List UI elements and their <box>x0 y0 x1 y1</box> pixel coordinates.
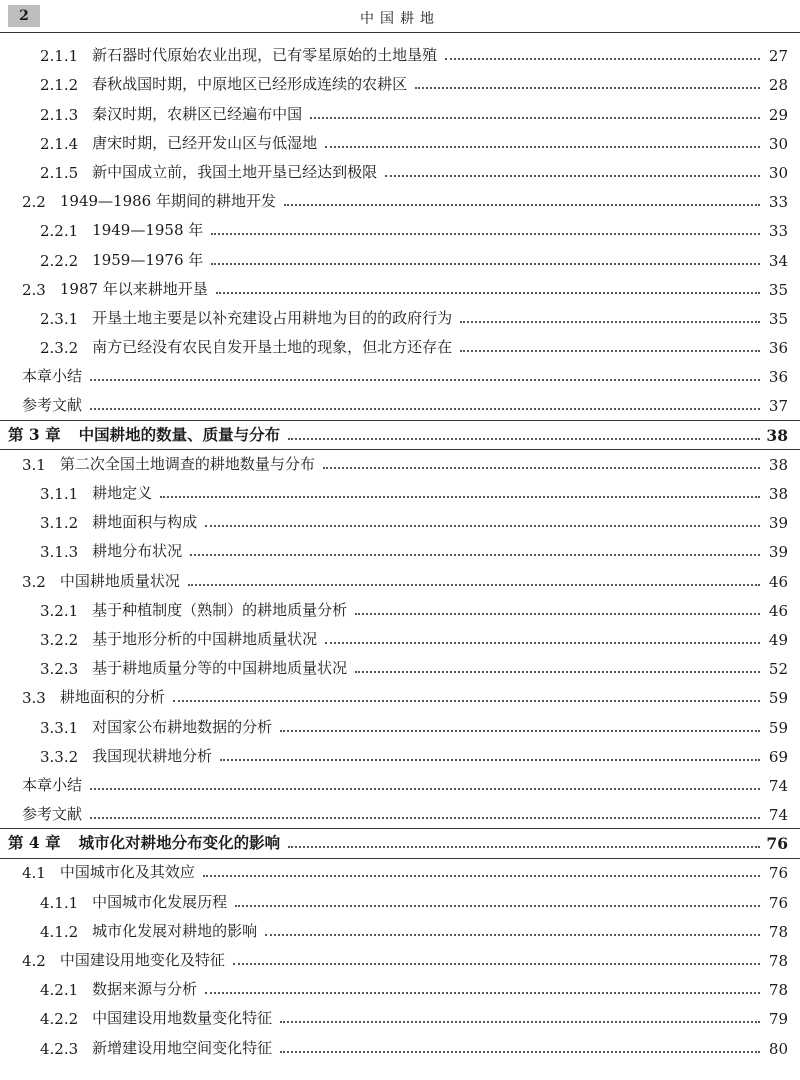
toc-entry-page: 80 <box>768 1039 788 1058</box>
toc-entry-title: 耕地面积与构成 <box>92 513 198 532</box>
dot-leader <box>460 350 760 352</box>
toc-entry-page: 39 <box>768 543 788 562</box>
toc-entry-number: 2.1.4 <box>40 134 79 153</box>
toc-entry-page: 78 <box>768 981 788 1000</box>
toc-entry-number: 2.3.2 <box>40 339 79 358</box>
toc-entry-number: 4.1 <box>22 864 46 883</box>
toc-entry-page: 52 <box>768 660 788 679</box>
dot-leader <box>460 321 760 323</box>
toc-entry-number: 3.2.1 <box>40 601 79 620</box>
dot-leader <box>280 1021 760 1023</box>
dot-leader <box>203 875 760 877</box>
toc-entry-number: 3.2.2 <box>40 630 79 649</box>
toc-entry-number: 4.2.1 <box>40 981 79 1000</box>
toc-entry-page: 38 <box>768 455 788 474</box>
toc-entry[interactable] <box>0 69 800 98</box>
toc-entry-number: 4.1.2 <box>40 922 79 941</box>
toc-entry-page: 59 <box>768 718 788 737</box>
toc-entry[interactable] <box>0 886 800 915</box>
toc-entry-title: 中国耕地质量状况 <box>59 571 180 590</box>
toc-entry-page: 38 <box>766 425 788 445</box>
toc-entry-page: 28 <box>768 76 788 95</box>
toc-entry-number: 3.3.2 <box>40 747 79 766</box>
dot-leader <box>211 263 760 265</box>
dot-leader <box>173 700 760 702</box>
dot-leader <box>188 584 760 586</box>
dot-leader <box>288 438 760 440</box>
dot-leader <box>288 846 760 848</box>
toc-chapter-entry[interactable] <box>0 419 800 448</box>
page-header <box>0 0 800 32</box>
dot-leader <box>355 613 760 615</box>
dot-leader <box>233 963 760 965</box>
toc-entry-title: 城市化对耕地分布变化的影响 <box>78 833 281 853</box>
toc-entry-number: 4.2.2 <box>40 1010 79 1029</box>
toc-entry-number: 2.2.2 <box>40 251 79 270</box>
toc-entry-title: 中国城市化及其效应 <box>59 863 195 882</box>
page-number: 2 <box>8 5 40 27</box>
toc-entry-number: 2.1.1 <box>40 47 79 66</box>
toc-entry-page: 76 <box>768 864 788 883</box>
toc-entry-page: 78 <box>768 952 788 970</box>
toc-entry[interactable] <box>0 1032 800 1061</box>
toc-entry-number: 3.1.1 <box>40 485 79 503</box>
toc-entry-page: 78 <box>768 922 788 941</box>
dot-leader <box>235 905 760 907</box>
toc-entry-title: 新增建设用地空间变化特征 <box>92 1038 273 1057</box>
toc-entry[interactable] <box>0 945 800 974</box>
toc-entry-title: 本章小结 <box>22 367 83 386</box>
dot-leader <box>280 730 760 732</box>
chapter-rule-top <box>0 420 800 421</box>
toc-entry-page: 79 <box>768 1010 788 1029</box>
toc-entry-page: 34 <box>768 251 788 270</box>
dot-leader <box>211 233 760 235</box>
dot-leader <box>205 992 760 994</box>
toc-entry-title: 我国现状耕地分析 <box>92 746 213 765</box>
toc-entry-page: 33 <box>768 222 788 241</box>
toc-entry[interactable] <box>0 974 800 1003</box>
toc-entry[interactable] <box>0 857 800 886</box>
dot-leader <box>205 525 760 527</box>
dot-leader <box>325 642 760 644</box>
toc-entry[interactable] <box>0 653 800 682</box>
toc-entry-number: 2.3 <box>22 280 46 299</box>
toc-entry[interactable] <box>0 595 800 624</box>
toc-entry-number: 2.3.1 <box>40 309 79 328</box>
toc-entry-page: 29 <box>768 105 788 124</box>
toc-entry-page: 35 <box>768 309 788 328</box>
toc-entry-number: 4.1.1 <box>40 893 79 912</box>
toc-chapter-entry[interactable] <box>0 828 800 857</box>
dot-leader <box>265 934 760 936</box>
toc-entry-title: 1987 年以来耕地开垦 <box>59 279 208 298</box>
toc-entry-number: 3.2 <box>22 572 46 591</box>
toc-entry-number: 第 4 章 <box>8 833 61 853</box>
toc-entry-title: 中国城市化发展历程 <box>92 892 228 911</box>
toc-entry-title: 耕地定义 <box>92 484 153 502</box>
toc-entry[interactable] <box>0 244 800 273</box>
toc-entry-page: 59 <box>768 689 788 708</box>
toc-entry-title: 1949—1958 年 <box>92 221 204 240</box>
toc-entry-title: 1959—1976 年 <box>92 250 204 269</box>
toc-entry-title: 新石器时代原始农业出现，已有零星原始的土地垦殖 <box>92 46 438 65</box>
toc-entry[interactable] <box>0 157 800 186</box>
dot-leader <box>385 175 760 177</box>
chapter-rule-top <box>0 828 800 829</box>
toc-entry-title: 新中国成立前，我国土地开垦已经达到极限 <box>92 162 378 181</box>
toc-entry-page: 69 <box>768 747 788 766</box>
dot-leader <box>190 554 760 556</box>
toc-entry-page: 39 <box>768 514 788 533</box>
toc-entry[interactable] <box>0 565 800 594</box>
toc-entry[interactable] <box>0 303 800 332</box>
dot-leader <box>90 408 760 410</box>
toc-entry-page: 30 <box>768 163 788 182</box>
toc-entry-title: 1949—1986 年期间的耕地开发 <box>59 192 276 211</box>
toc-entry-title: 对国家公布耕地数据的分析 <box>92 717 273 736</box>
dot-leader <box>90 379 760 381</box>
dot-leader <box>445 58 760 60</box>
toc-entry-page: 74 <box>768 806 788 825</box>
dot-leader <box>323 467 760 469</box>
toc-entry-number: 3.3.1 <box>40 718 79 737</box>
toc-entry[interactable] <box>0 770 800 799</box>
toc-entry-number: 3.1.2 <box>40 514 79 533</box>
toc-entry[interactable] <box>0 274 800 303</box>
toc-entry-title: 基于种植制度（熟制）的耕地质量分析 <box>92 600 348 619</box>
toc-entry[interactable] <box>0 390 800 419</box>
toc-entry[interactable] <box>0 536 800 565</box>
toc-entry[interactable] <box>0 332 800 361</box>
toc-entry-number: 2.2 <box>22 193 46 212</box>
toc-entry-title: 基于耕地质量分等的中国耕地质量状况 <box>92 659 348 678</box>
toc-entry-page: 36 <box>768 368 788 387</box>
toc-entry-number: 3.2.3 <box>40 660 79 679</box>
toc-entry-title: 耕地分布状况 <box>92 542 183 561</box>
dot-leader <box>90 817 760 819</box>
toc-entry-page: 74 <box>768 776 788 795</box>
toc-entry-title: 参考文献 <box>22 805 83 824</box>
toc-entry[interactable] <box>0 682 800 711</box>
dot-leader <box>284 204 760 206</box>
toc-entry-title: 参考文献 <box>22 396 83 415</box>
toc-entry[interactable] <box>0 624 800 653</box>
toc-entry-title: 第二次全国土地调查的耕地数量与分布 <box>59 454 315 473</box>
toc-entry[interactable] <box>0 741 800 770</box>
header-rule <box>0 32 800 33</box>
toc-entry[interactable] <box>0 186 800 215</box>
toc-entry[interactable] <box>0 507 800 536</box>
toc-entry[interactable] <box>0 711 800 740</box>
toc-entry-title: 中国建设用地数量变化特征 <box>92 1009 273 1028</box>
toc-entry-page: 37 <box>768 397 788 416</box>
toc-entry-page: 33 <box>768 193 788 212</box>
toc-entry-title: 城市化发展对耕地的影响 <box>92 921 258 940</box>
toc-entry[interactable] <box>0 1003 800 1032</box>
toc-entry-number: 2.2.1 <box>40 222 79 241</box>
toc-entry-title: 中国建设用地变化及特征 <box>59 951 225 969</box>
dot-leader <box>310 117 760 119</box>
toc-entry[interactable] <box>0 128 800 157</box>
toc-entry-title: 数据来源与分析 <box>92 980 198 999</box>
toc-entry[interactable] <box>0 98 800 127</box>
toc-entry[interactable] <box>0 40 800 69</box>
toc-entry-title: 南方已经没有农民自发开垦土地的现象，但北方还存在 <box>92 338 453 357</box>
toc-entry[interactable] <box>0 215 800 244</box>
toc-entry[interactable] <box>0 449 800 478</box>
toc-entry-title: 唐宋时期，已经开发山区与低湿地 <box>92 133 318 152</box>
toc-entry-page: 46 <box>768 572 788 591</box>
toc-entry[interactable] <box>0 361 800 390</box>
dot-leader <box>280 1051 760 1053</box>
toc-entry-title: 春秋战国时期，中原地区已经形成连续的农耕区 <box>92 75 408 94</box>
toc-entry-page: 30 <box>768 134 788 153</box>
toc-entry-number: 4.2.3 <box>40 1039 79 1058</box>
toc-entry-number: 3.3 <box>22 689 46 708</box>
dot-leader <box>325 146 760 148</box>
toc-entry[interactable] <box>0 799 800 828</box>
toc-entry-number: 2.1.5 <box>40 163 79 182</box>
toc-entry-title: 秦汉时期，农耕区已经遍布中国 <box>92 104 303 123</box>
running-title: 中国耕地 <box>360 11 440 27</box>
toc-entry-title: 本章小结 <box>22 775 83 794</box>
toc-entry-number: 第 3 章 <box>8 424 61 444</box>
toc-entry-number: 4.2 <box>22 952 46 970</box>
table-of-contents <box>0 40 800 1062</box>
toc-entry-page: 35 <box>768 280 788 299</box>
toc-entry-page: 38 <box>768 485 788 503</box>
dot-leader <box>355 671 760 673</box>
toc-entry-number: 2.1.2 <box>40 76 79 95</box>
toc-entry-page: 36 <box>768 339 788 358</box>
dot-leader <box>160 496 760 498</box>
dot-leader <box>216 292 760 294</box>
toc-entry[interactable] <box>0 916 800 945</box>
toc-entry-number: 3.1.3 <box>40 543 79 562</box>
toc-entry-title: 基于地形分析的中国耕地质量状况 <box>92 629 318 648</box>
toc-entry[interactable] <box>0 478 800 507</box>
dot-leader <box>415 87 760 89</box>
toc-entry-number: 3.1 <box>22 455 46 474</box>
toc-entry-page: 27 <box>768 47 788 66</box>
dot-leader <box>220 759 760 761</box>
toc-entry-page: 76 <box>766 834 788 854</box>
toc-entry-number: 2.1.3 <box>40 105 79 124</box>
toc-entry-title: 中国耕地的数量、质量与分布 <box>78 424 281 444</box>
dot-leader <box>90 788 760 790</box>
toc-entry-page: 49 <box>768 630 788 649</box>
toc-entry-page: 46 <box>768 601 788 620</box>
toc-entry-page: 76 <box>768 893 788 912</box>
toc-entry-title: 耕地面积的分析 <box>59 688 165 707</box>
toc-entry-title: 开垦土地主要是以补充建设占用耕地为目的的政府行为 <box>92 308 453 327</box>
